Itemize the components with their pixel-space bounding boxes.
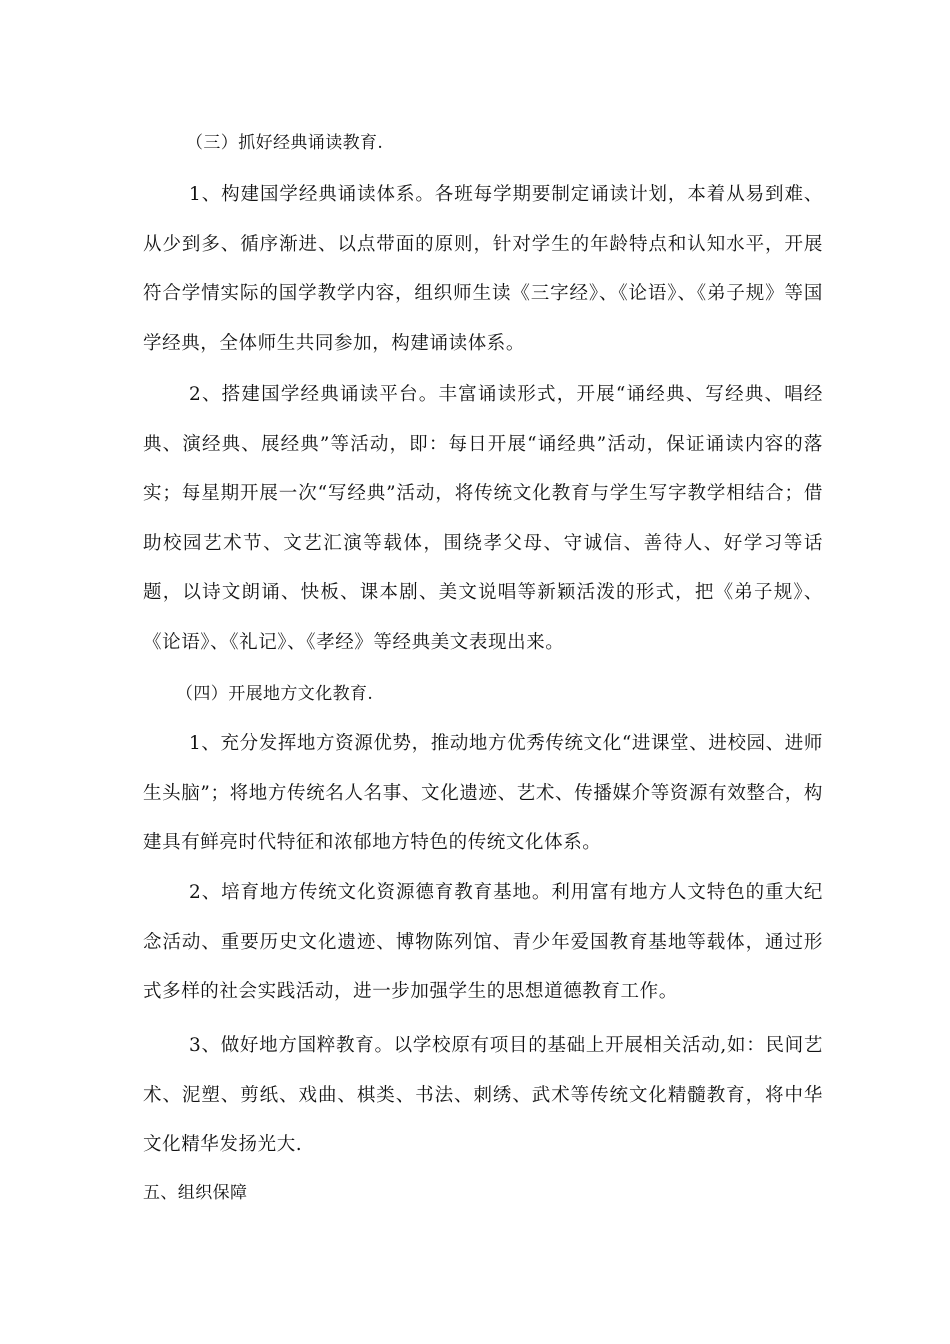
- section-4-paragraph-1: 1、充分发挥地方资源优势，推动地方优秀传统文化“进课堂、进校园、进师生头脑”；将地方传统名人名事、文化遗迹、艺术、传播媒介等资源有效整合，构建具有鲜亮时代特征和浓郁地方特色的传统文化体系。: [143, 733, 823, 853]
- section-3-paragraph-1: 1、构建国学经典诵读体系。各班每学期要制定诵读计划，本着从易到难、从少到多、循序渐进、以点带面的原则，针对学生的年龄特点和认知水平，开展符合学情实际的国学教学内容，组织师生读《三字经》、《论语》、《弟子规》等国学经典，全体师生共同参加，构建诵读体系。: [143, 184, 823, 354]
- section-3-paragraph-2: 2、搭建国学经典诵读平台。丰富诵读形式，开展“诵经典、写经典、唱经典、演经典、展经典”等活动，即：每日开展“诵经典”活动，保证诵读内容的落实；每星期开展一次“写经典”活动，将传统文化教育与学生写字教学相结合；借助校园艺术节、文艺汇演等载体，围绕孝父母、守诚信、善待人、好学习等话题，以诗文朗诵、快板、课本剧、美文说唱等新颖活泼的形式，把《弟子规》、《论语》、《礼记》、《孝经》等经典美文表现出来。: [143, 384, 823, 653]
- section-4-paragraph-2: 2、培育地方传统文化资源德育教育基地。利用富有地方人文特色的重大纪念活动、重要历史文化遗迹、博物陈列馆、青少年爱国教育基地等载体，通过形式多样的社会实践活动，进一步加强学生的思想道德教育工作。: [143, 882, 823, 1002]
- section-4-paragraph-3: 3、做好地方国粹教育。以学校原有项目的基础上开展相关活动,如：民间艺术、泥塑、剪纸、戏曲、棋类、书法、刺绣、武术等传统文化精髓教育，将中华文化精华发扬光大.: [143, 1035, 823, 1155]
- section-3-heading: （三）抓好经典诵读教育.: [186, 133, 384, 153]
- section-5-heading: 五、组织保障: [143, 1183, 248, 1203]
- section-4-heading: （四）开展地方文化教育.: [176, 684, 374, 704]
